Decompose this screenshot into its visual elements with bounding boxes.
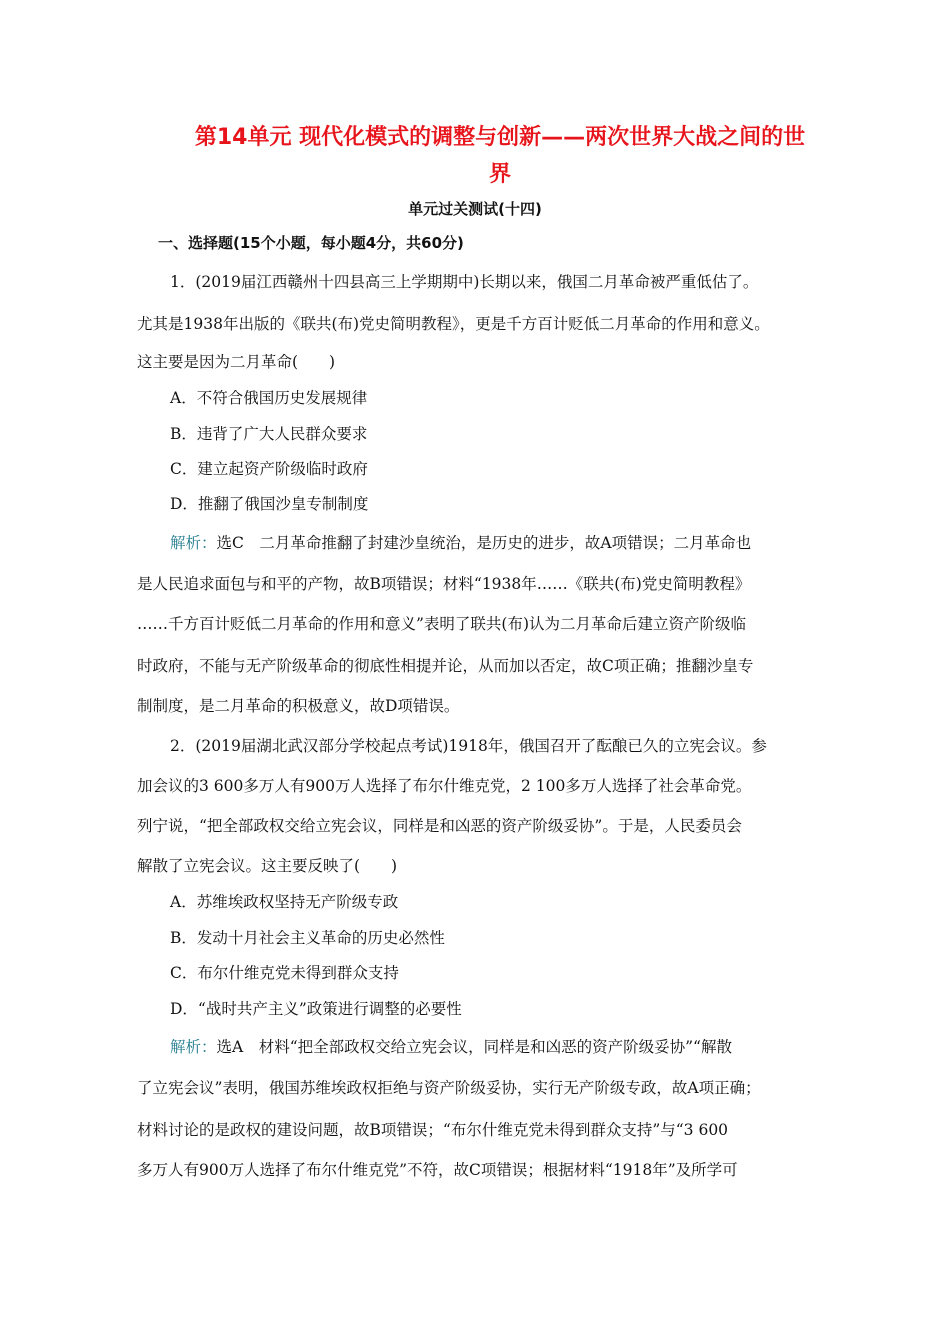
q2-analysis-label: 解析：	[170, 1038, 217, 1056]
q2-option-b: B．发动十月社会主义革命的历史必然性	[170, 929, 445, 947]
q2-stem-line: 加会议的3 600多万人有900万人选择了布尔什维克党，2 100多万人选择了社会革命党。	[137, 777, 752, 795]
q1-analysis-line: ……千方百计贬低二月革命的作用和意义”表明了联共(布)认为二月革命后建立资产阶级临	[137, 615, 747, 633]
q1-analysis-first-line	[170, 533, 751, 553]
page-title-continued: 界	[488, 162, 511, 187]
q2-option-c: C．布尔什维克党未得到群众支持	[170, 964, 399, 982]
q1-option-b: B．违背了广大人民群众要求	[170, 425, 368, 443]
q1-option-a: A．不符合俄国历史发展规律	[170, 389, 368, 407]
q1-stem-line: 1．(2019届江西赣州十四县高三上学期期中)长期以来，俄国二月革命被严重低估了。	[170, 273, 759, 291]
section-heading: 一、选择题(15个小题，每小题4分，共60分)	[158, 234, 464, 252]
q1-stem-line: 这主要是因为二月革命( )	[137, 353, 336, 371]
q2-option-d: D．“战时共产主义”政策进行调整的必要性	[170, 1000, 462, 1018]
q2-analysis-line: 材料讨论的是政权的建设问题，故B项错误；“布尔什维克党未得到群众支持”与“3 600	[137, 1121, 729, 1139]
q2-analysis-first-line	[170, 1037, 732, 1057]
q1-analysis-line: 制制度，是二月革命的积极意义，故D项错误。	[137, 697, 460, 715]
q2-stem-line: 解散了立宪会议。这主要反映了( )	[137, 857, 398, 875]
q1-option-c: C．建立起资产阶级临时政府	[170, 460, 368, 478]
q2-option-a: A．苏维埃政权坚持无产阶级专政	[170, 893, 399, 911]
q1-analysis-label: 解析：	[170, 534, 217, 552]
page-title: 第14单元 现代化模式的调整与创新——两次世界大战之间的世	[194, 125, 806, 150]
q2-analysis-line: 了立宪会议”表明，俄国苏维埃政权拒绝与资产阶级妥协，实行无产阶级专政，故A项正确；	[137, 1079, 761, 1097]
q1-option-d: D．推翻了俄国沙皇专制制度	[170, 495, 369, 513]
q1-analysis-text: 选C 二月革命推翻了封建沙皇统治，是历史的进步，故A项错误；二月革命也	[216, 534, 752, 552]
q2-stem-line: 2．(2019届湖北武汉部分学校起点考试)1918年，俄国召开了酝酿已久的立宪会议。参	[170, 737, 767, 755]
q1-analysis-line: 时政府，不能与无产阶级革命的彻底性相提并论，从而加以否定，故C项正确；推翻沙皇专	[137, 657, 754, 675]
q1-stem-line: 尤其是1938年出版的《联共(布)党史简明教程》，更是千方百计贬低二月革命的作用和意义。	[137, 315, 770, 333]
q2-stem-line: 列宁说，“把全部政权交给立宪会议，同样是和凶恶的资产阶级妥协”。于是，人民委员会	[137, 817, 742, 835]
q2-analysis-line: 多万人有900万人选择了布尔什维克党”不符，故C项错误；根据材料“1918年”及所学可	[137, 1161, 738, 1179]
test-subtitle: 单元过关测试(十四)	[408, 200, 542, 218]
q2-analysis-text: 选A 材料“把全部政权交给立宪会议，同样是和凶恶的资产阶级妥协”“解散	[216, 1038, 732, 1056]
q1-analysis-line: 是人民追求面包与和平的产物，故B项错误；材料“1938年……《联共(布)党史简明教程》	[137, 575, 751, 593]
